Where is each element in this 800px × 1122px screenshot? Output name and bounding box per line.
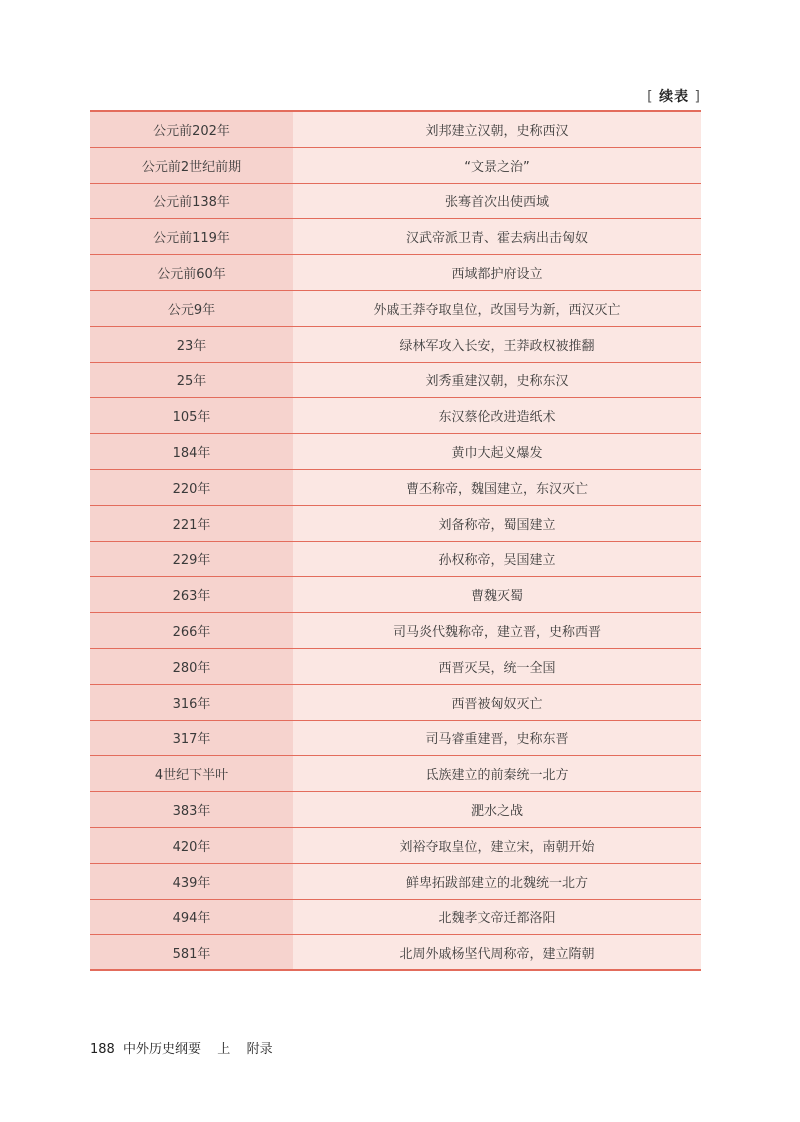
event-cell: 西晋灭吴，统一全国 [293, 649, 701, 684]
event-cell: 绿林军攻入长安，王莽政权被推翻 [293, 327, 701, 362]
date-cell: 105年 [90, 398, 293, 433]
event-cell: 刘秀重建汉朝，史称东汉 [293, 363, 701, 398]
section-label: 附录 [246, 1042, 273, 1057]
table-row [90, 327, 701, 363]
event-cell: 西域都护府设立 [293, 255, 701, 290]
event-cell: 外戚王莽夺取皇位，改国号为新，西汉灭亡 [293, 291, 701, 326]
event-cell: 孙权称帝，吴国建立 [293, 542, 701, 577]
event-cell: 刘邦建立汉朝，史称西汉 [293, 112, 701, 147]
continued-text: 续表 [659, 89, 690, 105]
event-cell: 刘备称帝，蜀国建立 [293, 506, 701, 541]
table-row [90, 398, 701, 434]
table-row [90, 685, 701, 721]
table-row [90, 148, 701, 184]
date-cell: 公元前60年 [90, 255, 293, 290]
date-cell: 184年 [90, 434, 293, 469]
event-cell: 鲜卑拓跋部建立的北魏统一北方 [293, 864, 701, 899]
event-cell: 黄巾大起义爆发 [293, 434, 701, 469]
table-row [90, 756, 701, 792]
table-row [90, 577, 701, 613]
right-bracket: ] [694, 89, 701, 105]
date-cell: 公元9年 [90, 291, 293, 326]
table-row [90, 363, 701, 399]
date-cell: 229年 [90, 542, 293, 577]
event-cell: 北周外戚杨坚代周称帝，建立隋朝 [293, 935, 701, 969]
date-cell: 581年 [90, 935, 293, 969]
table-row [90, 649, 701, 685]
book-title: 中外历史纲要 [122, 1042, 201, 1057]
date-cell: 439年 [90, 864, 293, 899]
left-bracket: [ [647, 89, 654, 105]
page-footer [90, 1038, 273, 1057]
event-cell: 东汉蔡伦改进造纸术 [293, 398, 701, 433]
date-cell: 420年 [90, 828, 293, 863]
date-cell: 221年 [90, 506, 293, 541]
event-cell: 北魏孝文帝迁都洛阳 [293, 900, 701, 935]
date-cell: 公元前138年 [90, 184, 293, 219]
table-row [90, 828, 701, 864]
table-row [90, 864, 701, 900]
table-row [90, 900, 701, 936]
date-cell: 公元前202年 [90, 112, 293, 147]
event-cell: 汉武帝派卫青、霍去病出击匈奴 [293, 219, 701, 254]
page-number: 188 [90, 1042, 115, 1057]
table-row [90, 470, 701, 506]
event-cell: 刘裕夺取皇位，建立宋，南朝开始 [293, 828, 701, 863]
date-cell: 220年 [90, 470, 293, 505]
table-row [90, 291, 701, 327]
date-cell: 25年 [90, 363, 293, 398]
event-cell: 张骞首次出使西域 [293, 184, 701, 219]
table-row [90, 112, 701, 148]
date-cell: 280年 [90, 649, 293, 684]
event-cell: 司马炎代魏称帝，建立晋，史称西晋 [293, 613, 701, 648]
chronology-table [90, 110, 701, 971]
date-cell: 263年 [90, 577, 293, 612]
event-cell: 司马睿重建晋，史称东晋 [293, 721, 701, 756]
event-cell: 氐族建立的前秦统一北方 [293, 756, 701, 791]
date-cell: 4世纪下半叶 [90, 756, 293, 791]
date-cell: 公元前119年 [90, 219, 293, 254]
table-row [90, 792, 701, 828]
table-row [90, 721, 701, 757]
continued-table-label [647, 86, 701, 106]
date-cell: 317年 [90, 721, 293, 756]
event-cell: “文景之治” [293, 148, 701, 183]
event-cell: 淝水之战 [293, 792, 701, 827]
event-cell: 西晋被匈奴灭亡 [293, 685, 701, 720]
event-cell: 曹丕称帝，魏国建立，东汉灭亡 [293, 470, 701, 505]
table-row [90, 613, 701, 649]
table-row [90, 184, 701, 220]
table-row [90, 506, 701, 542]
table-row [90, 434, 701, 470]
table-row [90, 935, 701, 971]
date-cell: 316年 [90, 685, 293, 720]
date-cell: 23年 [90, 327, 293, 362]
table-row [90, 219, 701, 255]
table-row [90, 542, 701, 578]
date-cell: 494年 [90, 900, 293, 935]
volume-label: 上 [217, 1042, 231, 1057]
date-cell: 383年 [90, 792, 293, 827]
date-cell: 266年 [90, 613, 293, 648]
event-cell: 曹魏灭蜀 [293, 577, 701, 612]
date-cell: 公元前2世纪前期 [90, 148, 293, 183]
table-row [90, 255, 701, 291]
